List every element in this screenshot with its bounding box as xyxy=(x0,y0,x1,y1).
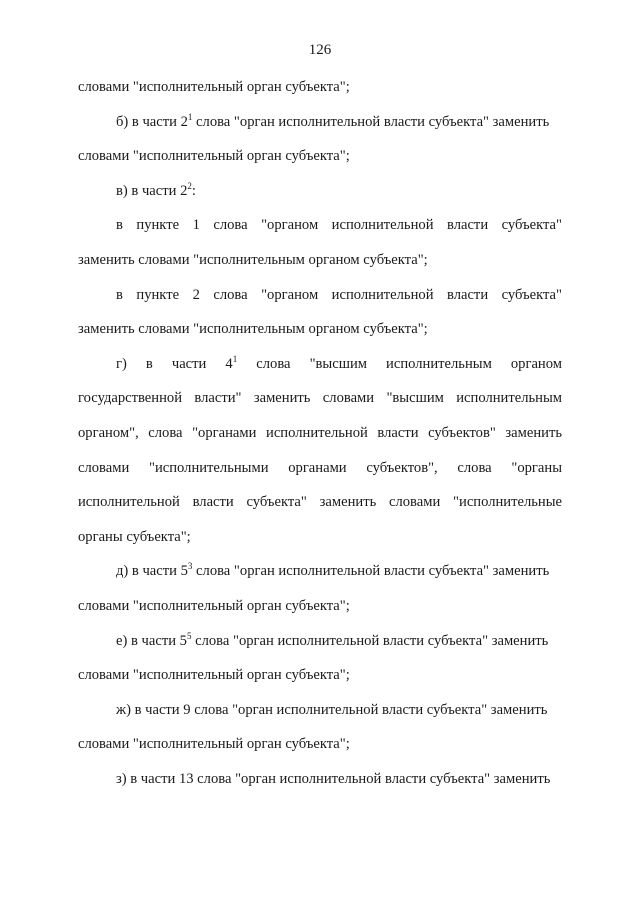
text-line-13: исполнительной власти субъекта" заменить словами "исполнительные xyxy=(78,494,562,511)
text-line-21: з) в части 13 слова "орган исполнительной власти субъекта" заменить xyxy=(116,770,551,787)
text-line-15: д) в части $5^3$ слова "орган исполнительной власти субъекта" заменить xyxy=(116,561,550,580)
text-line-5: в пункте 1 слова "органом исполнительной власти субъекта" xyxy=(116,217,562,234)
text-line-10: государственной власти" заменить словами "высшим исполнительным xyxy=(78,390,562,407)
text-line-14: органы субъекта"; xyxy=(78,528,191,545)
text-line-17: е) в части $5^5$ слова "орган исполнительной власти субъекта" заменить xyxy=(116,630,549,649)
text-line-12: словами "исполнительными органами субъектов", слова "органы xyxy=(78,459,562,476)
document-body xyxy=(78,76,562,802)
text-line-4: в) в части $2^2$: xyxy=(116,180,196,199)
text-line-19: ж) в части 9 слова "орган исполнительной власти субъекта" заменить xyxy=(116,701,548,718)
page-number: 126 xyxy=(308,42,332,58)
text-line-16: словами "исполнительный орган субъекта"; xyxy=(78,597,350,614)
text-line-6: заменить словами "исполнительным органом субъекта"; xyxy=(78,251,428,268)
text-line-8: заменить словами "исполнительным органом субъекта"; xyxy=(78,321,428,338)
text-line-9: г) в части $4^1$ слова "высшим исполнительным органом xyxy=(116,353,562,372)
text-line-1: словами "исполнительный орган субъекта"; xyxy=(78,79,350,95)
text-line-18: словами "исполнительный орган субъекта"; xyxy=(78,667,350,684)
text-line-3: словами "исполнительный орган субъекта"; xyxy=(78,148,350,165)
text-line-20: словами "исполнительный орган субъекта"; xyxy=(78,736,350,753)
text-line-7: в пункте 2 слова "органом исполнительной власти субъекта" xyxy=(116,286,562,303)
text-line-11: органом", слова "органами исполнительной власти субъектов" заменить xyxy=(78,424,562,441)
text-line-2: б) в части $2^1$ слова "орган исполнительной власти субъекта" заменить xyxy=(116,111,550,130)
